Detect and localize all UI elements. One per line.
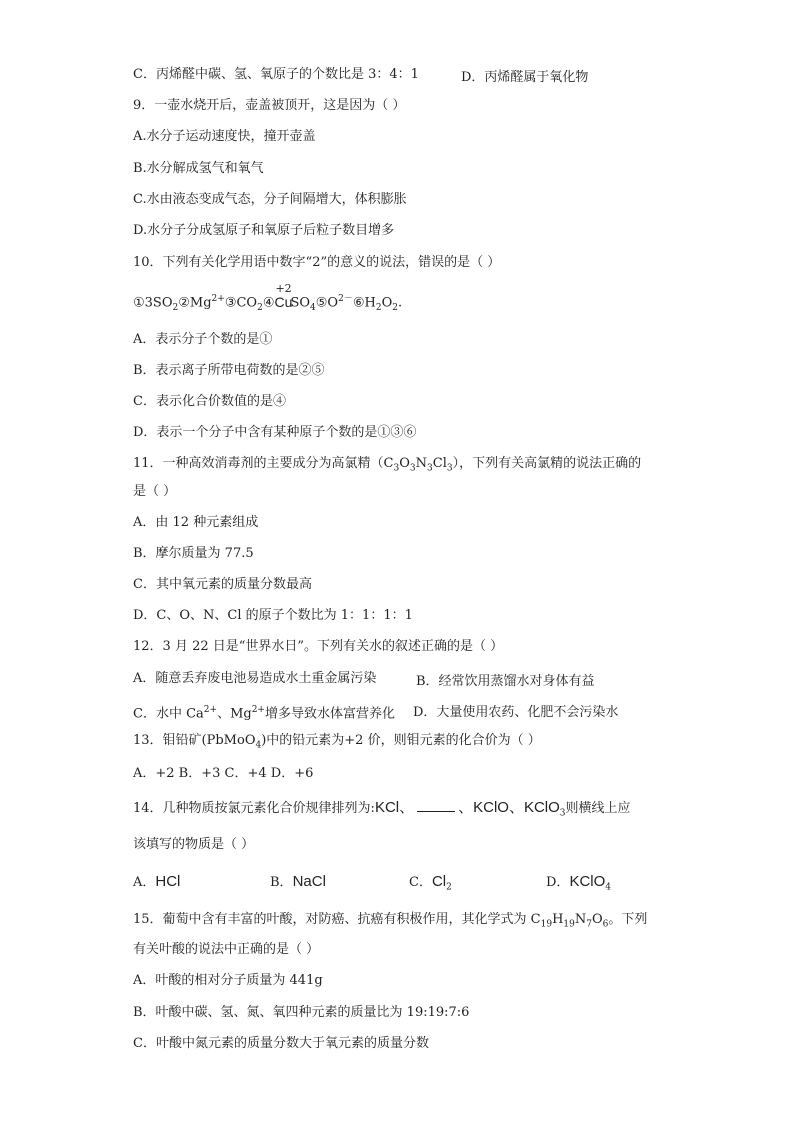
question-11-cont: 是（ ） <box>133 484 177 499</box>
q9-option-a: A.水分子运动速度快，撞开壶盖 <box>133 129 316 144</box>
q14-option-d: D．KClO$_4$ <box>546 873 612 893</box>
q14-options <box>133 873 611 897</box>
q9-option-d: D.水分子分成氢原子和氧原子后粒子数目增多 <box>133 223 395 238</box>
option-d: D．丙烯醛属于氧化物 <box>461 70 589 85</box>
question-13: 13．钼铅矿(PbMoO$_4$)中的铅元素为+2 价，则钼元素的化合价为（ ） <box>133 733 541 751</box>
q11-option-d: D．C、O、N、Cl 的原子个数比为 1：1：1：1 <box>133 608 413 623</box>
option-c: C．丙烯醛中碳、氢、氧原子的个数比是 3：4：1 <box>133 67 419 82</box>
q10-option-d: D．表示一个分子中含有某种原子个数的是①③⑥ <box>133 425 417 440</box>
question-10: 10．下列有关化学用语中数字“2”的意义的说法，错误的是（ ） <box>133 255 501 270</box>
q12-option-a: A．随意丢弃废电池易造成水土重金属污染 <box>133 671 377 686</box>
q9-option-b: B.水分解成氢气和氧气 <box>133 161 264 176</box>
q10-option-b: B．表示离子所带电荷数的是②⑤ <box>133 363 325 378</box>
question-12: 12．3 月 22 日是“世界水日”。下列有关水的叙述正确的是（ ） <box>133 639 504 654</box>
q11-option-a: A．由 12 种元素组成 <box>133 515 259 530</box>
q9-option-c: C.水由液态变成气态，分子间隔增大，体积膨胀 <box>133 192 407 207</box>
q11-option-b: B．摩尔质量为 77.5 <box>133 546 254 561</box>
copper-valence: +2 Cu <box>274 282 293 310</box>
q10-option-a: A．表示分子个数的是① <box>133 332 273 347</box>
q11-option-c: C．其中氧元素的质量分数最高 <box>133 577 312 592</box>
q10-symbols: $①3SO_2②Mg^{2+}③CO_2④$ +2 Cu $SO_4⑤O^{2-}⑥H_2O_2$. <box>133 282 403 313</box>
q8-option-line <box>133 66 419 84</box>
q12-option-b: B．经常饮用蒸馏水对身体有益 <box>416 674 595 689</box>
q13-options: A．+2 B．+3 C．+4 D．+6 <box>133 766 314 781</box>
q15-option-b: B．叶酸中碳、氢、氮、氧四种元素的质量比为 19:19:7:6 <box>133 1005 470 1020</box>
q15-option-c: C．叶酸中氮元素的质量分数大于氧元素的质量分数 <box>133 1036 429 1051</box>
q15-option-a: A．叶酸的相对分子质量为 441g <box>133 973 323 988</box>
q10-option-c: C．表示化合价数值的是④ <box>133 394 286 409</box>
q12-option-c: C．水中 $Ca^{2+}$、$Mg^{2+}$增多导致水体富营养化 <box>133 705 395 722</box>
q12-option-d: D．大量使用农药、化肥不会污染水 <box>413 705 619 720</box>
q14-option-c: C．$Cl_2$ <box>409 873 452 893</box>
question-15-cont: 有关叶酸的说法中正确的是（ ） <box>133 942 320 957</box>
question-9: 9．一壶水烧开后，壶盖被顶开，这是因为（ ） <box>133 98 406 113</box>
q14-option-b: B．NaCl <box>270 873 326 890</box>
q14-option-a: A．HCl <box>133 873 181 890</box>
question-15: 15．葡萄中含有丰富的叶酸，对防癌、抗癌有积极作用，其化学式为 $C_{19}H_{19}N_7O_6$。下列 <box>133 912 648 930</box>
question-11: 11．一种高效消毒剂的主要成分为高氯精$(C_3O_3N_3Cl_3)$，下列有关高氯精的说法正确的 <box>133 456 642 474</box>
question-14: 14．几种物质按氯元素化合价规律排列为:KCl、 、KClO、KClO$_3$则横线上应 <box>133 799 631 819</box>
question-14-cont: 该填写的物质是（ ） <box>133 837 255 852</box>
answer-blank <box>417 799 455 812</box>
